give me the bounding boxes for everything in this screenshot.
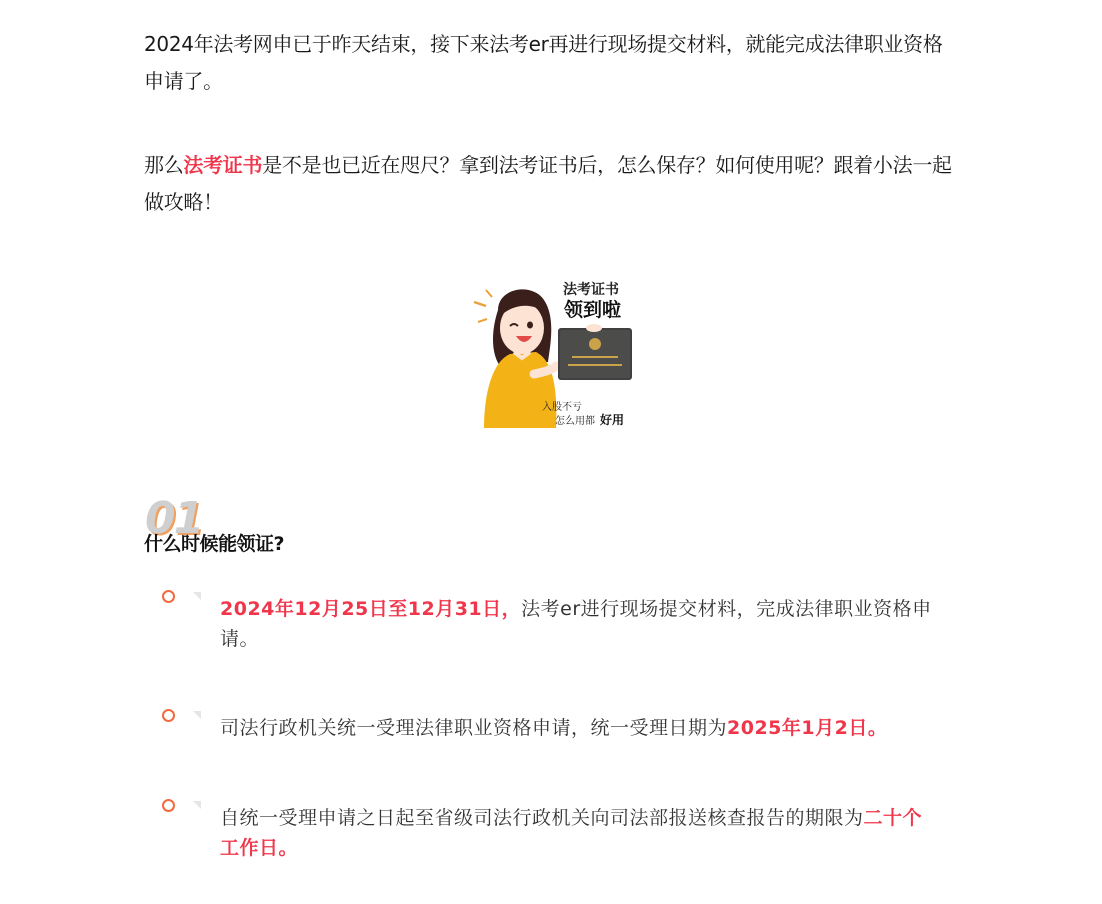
bullet-circle-icon (162, 590, 175, 603)
intro-paragraph-2 (144, 147, 959, 221)
corner-mark-icon (193, 592, 201, 600)
bullet-circle-icon (162, 709, 175, 722)
girl-holding-certificate-image (470, 276, 640, 432)
corner-mark-icon (193, 801, 201, 809)
section-number: 01 (145, 493, 203, 544)
list-item-text (220, 713, 940, 743)
list-item-body: 司法行政机关统一受理法律职业资格申请，统一受理日期为 (220, 717, 728, 739)
illustration-caption-2b: 好用 (600, 413, 625, 427)
list-item-highlight-end: 二十个工作日。 (220, 807, 923, 859)
corner-mark-icon (193, 711, 201, 719)
bullet-circle-icon (162, 799, 175, 812)
illustration-caption-2a: 怎么用都 (555, 416, 595, 427)
list-item-highlight: 2024年12月25日至12月31日， (220, 598, 522, 620)
illustration-title-2: 领到啦 (564, 299, 622, 321)
illustration-caption-1: 入股不亏 (542, 402, 582, 413)
section-title: 什么时候能领证? (144, 533, 285, 555)
list-item-text (220, 594, 940, 654)
list-item-body: 法考er进行现场提交材料，完成法律职业资格申请。 (220, 598, 932, 650)
intro-p2-highlight: 法考证书 (183, 153, 263, 177)
intro-p2-after: 是不是也已近在咫尺？拿到法考证书后，怎么保存？如何使用呢？跟着小法一起做攻略！ (144, 153, 952, 214)
intro-paragraph-1: 2024年法考网申已于昨天结束，接下来法考er再进行现场提交材料，就能完成法律职业资格申请了。 (144, 32, 943, 93)
illustration-title-1: 法考证书 (563, 282, 619, 298)
intro-p2-before: 那么 (144, 153, 184, 177)
list-item-text (220, 803, 940, 863)
certificate-illustration (470, 276, 640, 432)
list-item-body: 自统一受理申请之日起至省级司法行政机关向司法部报送核查报告的期限为 (220, 807, 864, 829)
list-item-highlight-end: 2025年1月2日。 (727, 717, 888, 739)
